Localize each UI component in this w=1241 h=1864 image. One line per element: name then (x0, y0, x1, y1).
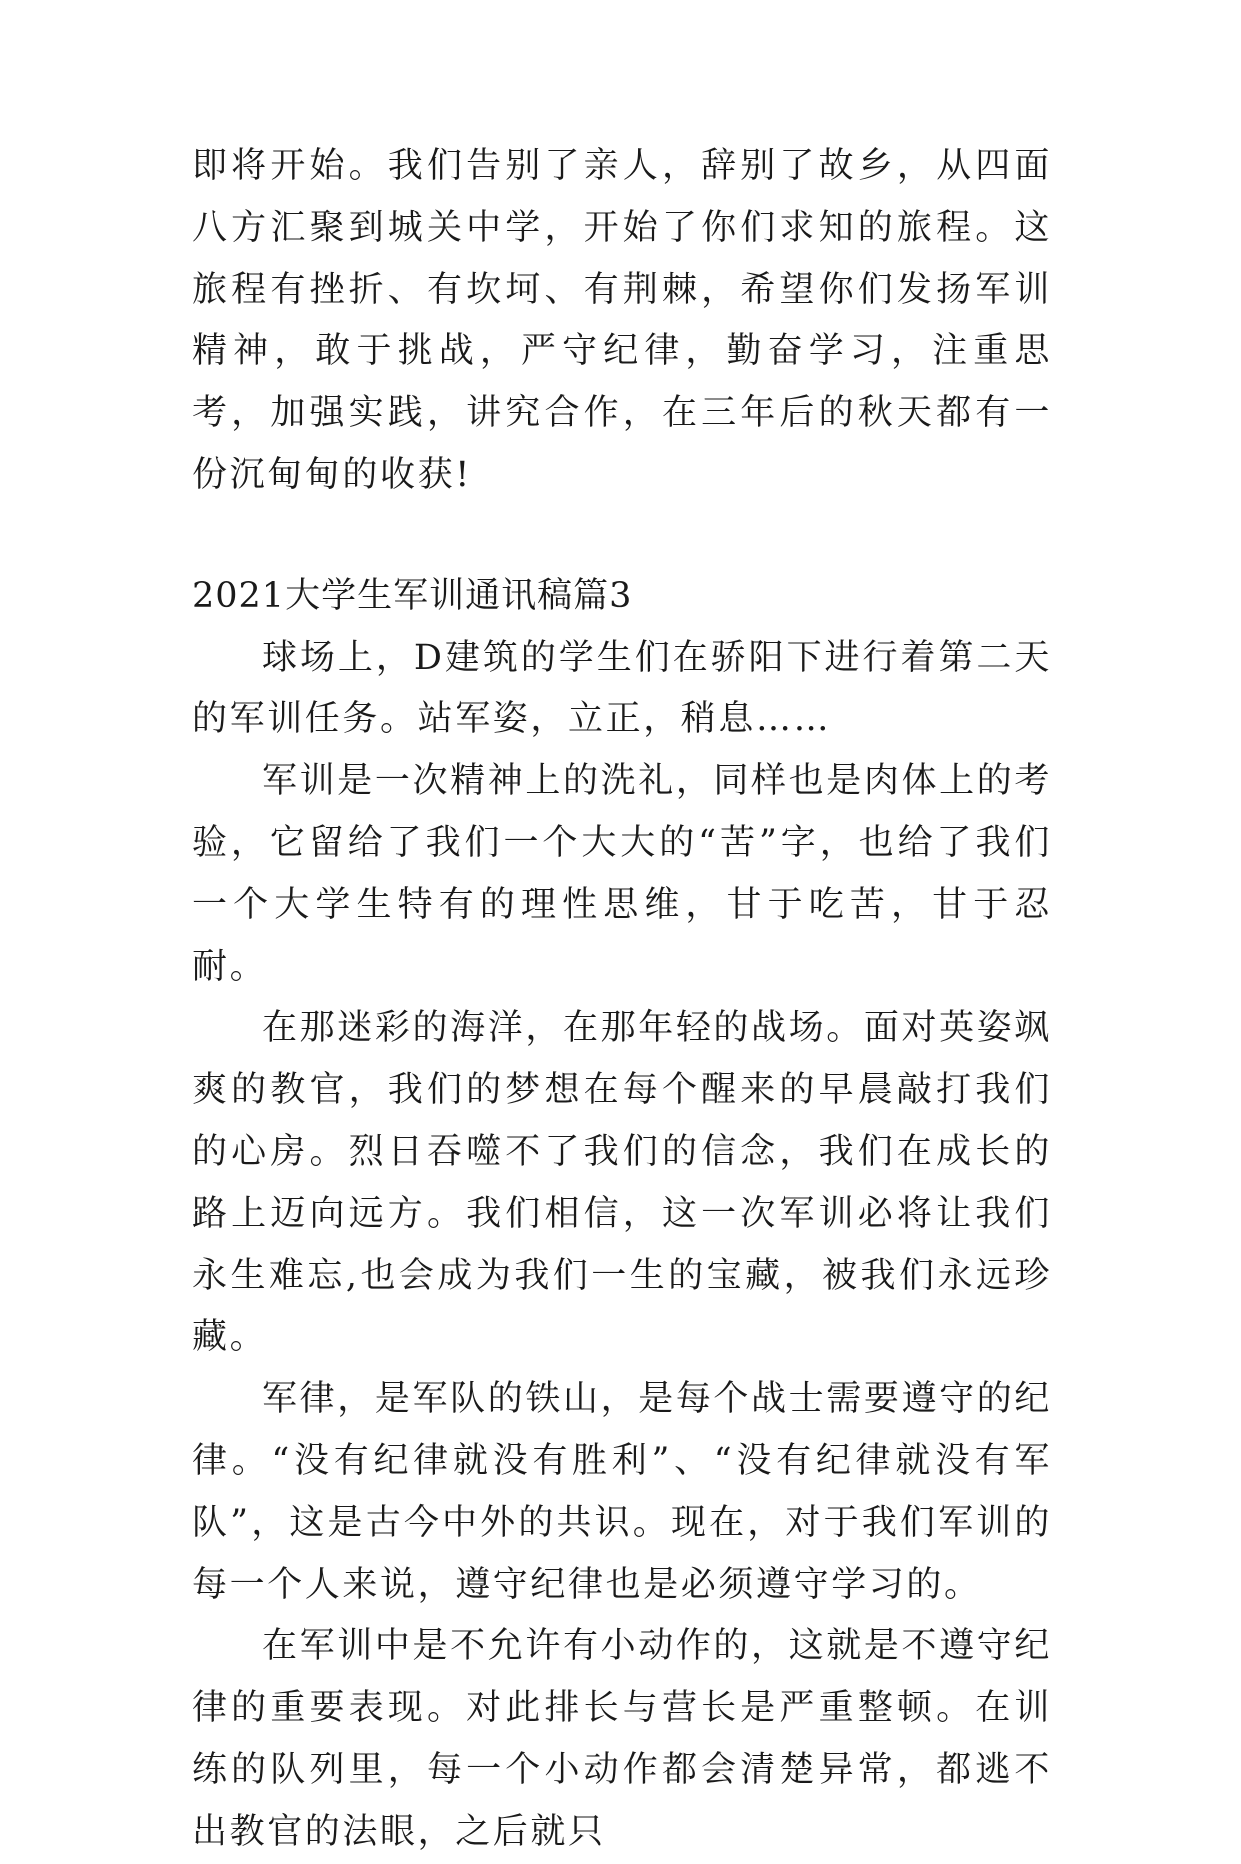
document-body (192, 136, 1052, 1864)
body-paragraph-3: 在那迷彩的海洋，在那年轻的战场。面对英姿飒爽的教官，我们的梦想在每个醒来的早晨敲打我们的心房。烈日吞噬不了我们的信念，我们在成长的路上迈向远方。我们相信，这一次军训必将让我们永生难忘,也会成为我们一生的宝藏，被我们永远珍藏。 (192, 1008, 1052, 1358)
body-paragraph-2: 军训是一次精神上的洗礼，同样也是肉体上的考验，它留给了我们一个大大的“苦”字，也给了我们一个大学生特有的理性思维，甘于吃苦，甘于忍耐。 (192, 761, 1052, 987)
body-paragraph-1: 球场上，D建筑的学生们在骄阳下进行着第二天的军训任务。站军姿，立正，稍息…… (192, 637, 1052, 740)
body-paragraph-4: 军律，是军队的铁山，是每个战士需要遵守的纪律。“没有纪律就没有胜利”、“没有纪律就没有军队”，这是古今中外的共识。现在，对于我们军训的每一个人来说，遵守纪律也是必须遵守学习的。 (192, 1379, 1052, 1605)
intro-paragraph: 即将开始。我们告别了亲人，辞别了故乡，从四面八方汇聚到城关中学，开始了你们求知的旅程。这旅程有挫折、有坎坷、有荆棘，希望你们发扬军训精神，敢于挑战，严守纪律，勤奋学习，注重思考，加强实践，讲究合作，在三年后的秋天都有一份沉甸甸的收获! (192, 146, 1052, 495)
section-title: 2021大学生军训通讯稿篇3 (192, 575, 633, 616)
body-paragraph-5: 在军训中是不允许有小动作的，这就是不遵守纪律的重要表现。对此排长与营长是严重整顿。在训练的队列里，每一个小动作都会清楚异常，都逃不出教官的法眼，之后就只 (192, 1626, 1052, 1852)
